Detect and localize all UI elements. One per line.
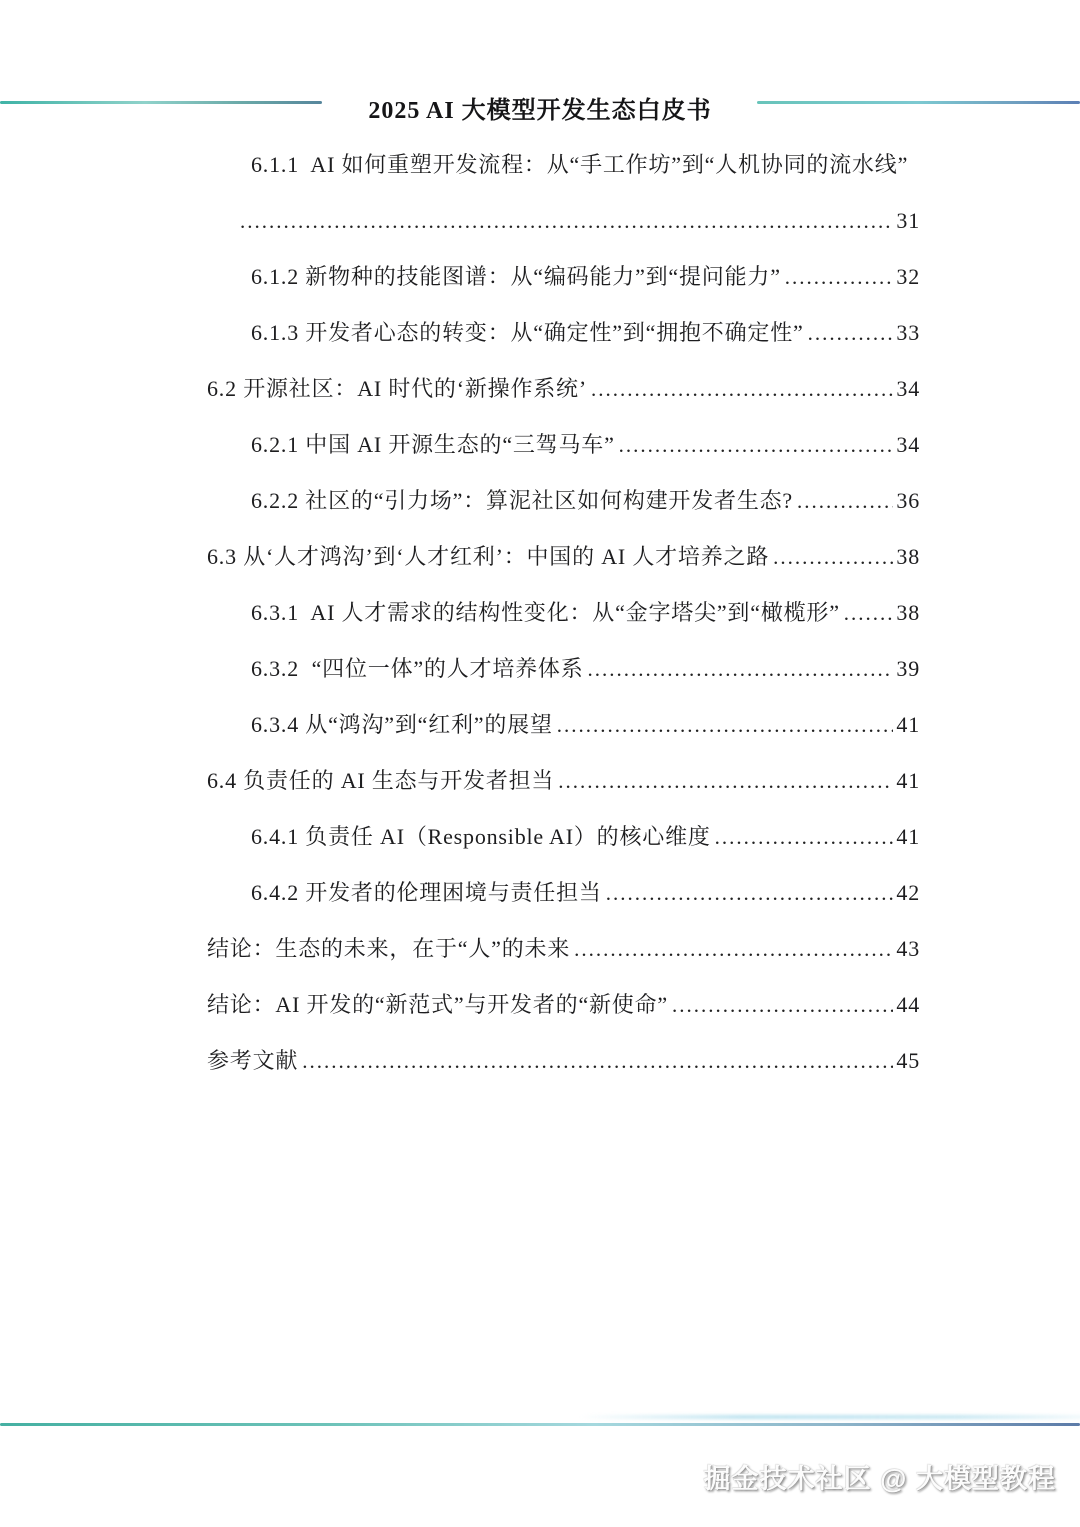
toc-leader-dots: [574, 921, 893, 977]
toc-entry-6.4.2[interactable]: [207, 865, 920, 921]
toc-entry-6.3.1[interactable]: [207, 585, 920, 641]
toc-leader-dots: [808, 305, 894, 361]
toc-entry-title: 6.3.4 从“鸿沟”到“红利”的展望: [251, 712, 553, 737]
toc-leader-dots: [240, 193, 893, 249]
toc-entry-title: 6.3.2 “四位一体”的人才培养体系: [251, 656, 584, 681]
toc-entry-title: 结论：生态的未来，在于“人”的未来: [207, 936, 571, 961]
toc-entry-title: 6.2 开源社区：AI 时代的‘新操作系统’: [207, 376, 587, 401]
toc-entry-title: 6.4.1 负责任 AI（Responsible AI）的核心维度: [251, 824, 711, 849]
toc-entry-title: 6.1.2 新物种的技能图谱：从“编码能力”到“提问能力”: [251, 264, 781, 289]
toc-entry-6.1.3[interactable]: [207, 305, 920, 361]
toc-entry-title: 6.3.1 AI 人才需求的结构性变化：从“金字塔尖”到“橄榄形”: [251, 600, 840, 625]
toc-entry-page: 44: [896, 992, 920, 1017]
toc-entry-page: 45: [896, 1048, 920, 1073]
footer-accent-line: [0, 1423, 1080, 1426]
toc-entry-title: 结论：AI 开发的“新范式”与开发者的“新使命”: [207, 992, 668, 1017]
toc-entry-references[interactable]: [207, 1033, 920, 1089]
toc-entry-page: 34: [896, 432, 920, 457]
toc-entry-6.1.2[interactable]: [207, 249, 920, 305]
toc-leader-dots: [672, 977, 893, 1033]
toc-entry-page: 38: [896, 600, 920, 625]
toc-entry-6.1.1-continuation[interactable]: [207, 193, 920, 249]
toc-entry-6.2.1[interactable]: [207, 417, 920, 473]
toc-entry-page: 34: [896, 376, 920, 401]
toc-entry-page: 42: [896, 880, 920, 905]
toc-leader-dots: [591, 361, 893, 417]
toc-leader-dots: [844, 585, 894, 641]
toc-leader-dots: [785, 249, 894, 305]
toc-entry-page: 41: [896, 824, 920, 849]
toc-entry-page: 41: [896, 712, 920, 737]
toc-entry-title: 6.1.3 开发者心态的转变：从“确定性”到“拥抱不确定性”: [251, 320, 804, 345]
toc-entry-title: 6.4.2 开发者的伦理困境与责任担当: [251, 880, 602, 905]
toc-entry-page: 43: [896, 936, 920, 961]
toc-entry-6.3.4[interactable]: [207, 697, 920, 753]
toc-entry-conclusion-2[interactable]: [207, 977, 920, 1033]
toc-entry-page: 33: [896, 320, 920, 345]
toc-leader-dots: [715, 809, 894, 865]
toc-leader-dots: [619, 417, 894, 473]
toc-entry-6.2.2[interactable]: [207, 473, 920, 529]
toc-entry-conclusion-1[interactable]: [207, 921, 920, 977]
toc-entry-6.3[interactable]: [207, 529, 920, 585]
table-of-contents: [207, 137, 920, 1089]
toc-entry-6.3.2[interactable]: [207, 641, 920, 697]
toc-entry-page: 41: [896, 768, 920, 793]
toc-entry-6.2[interactable]: [207, 361, 920, 417]
toc-entry-title: 6.4 负责任的 AI 生态与开发者担当: [207, 768, 555, 793]
toc-leader-dots: [773, 529, 893, 585]
toc-leader-dots: [558, 753, 893, 809]
toc-entry-6.4[interactable]: [207, 753, 920, 809]
toc-entry-title: 6.2.2 社区的“引力场”：算泥社区如何构建开发者生态?: [251, 488, 793, 513]
footer-accent-glow: [580, 1415, 1080, 1419]
toc-entry-page: 31: [896, 208, 920, 233]
toc-leader-dots: [606, 865, 894, 921]
toc-entry-title: 6.2.1 中国 AI 开源生态的“三驾马车”: [251, 432, 615, 457]
toc-leader-dots: [302, 1033, 893, 1089]
toc-leader-dots: [557, 697, 894, 753]
toc-entry-title: 6.1.1 AI 如何重塑开发流程：从“手工作坊”到“人机协同的流水线”: [251, 152, 909, 177]
toc-entry-6.4.1[interactable]: [207, 809, 920, 865]
watermark-text: 掘金技术社区 @ 大模型教程: [703, 1464, 1056, 1494]
toc-entry-page: 36: [896, 488, 920, 513]
toc-leader-dots: [588, 641, 894, 697]
toc-entry-page: 32: [896, 264, 920, 289]
toc-entry-title: 6.3 从‘人才鸿沟’到‘人才红利’：中国的 AI 人才培养之路: [207, 544, 770, 569]
toc-leader-dots: [797, 473, 893, 529]
page-header-title: 2025 AI 大模型开发生态白皮书: [368, 98, 712, 124]
toc-entry-page: 38: [896, 544, 920, 569]
toc-entry-page: 39: [896, 656, 920, 681]
toc-entry-title: 参考文献: [207, 1048, 299, 1073]
toc-entry-6.1.1[interactable]: [207, 137, 920, 193]
